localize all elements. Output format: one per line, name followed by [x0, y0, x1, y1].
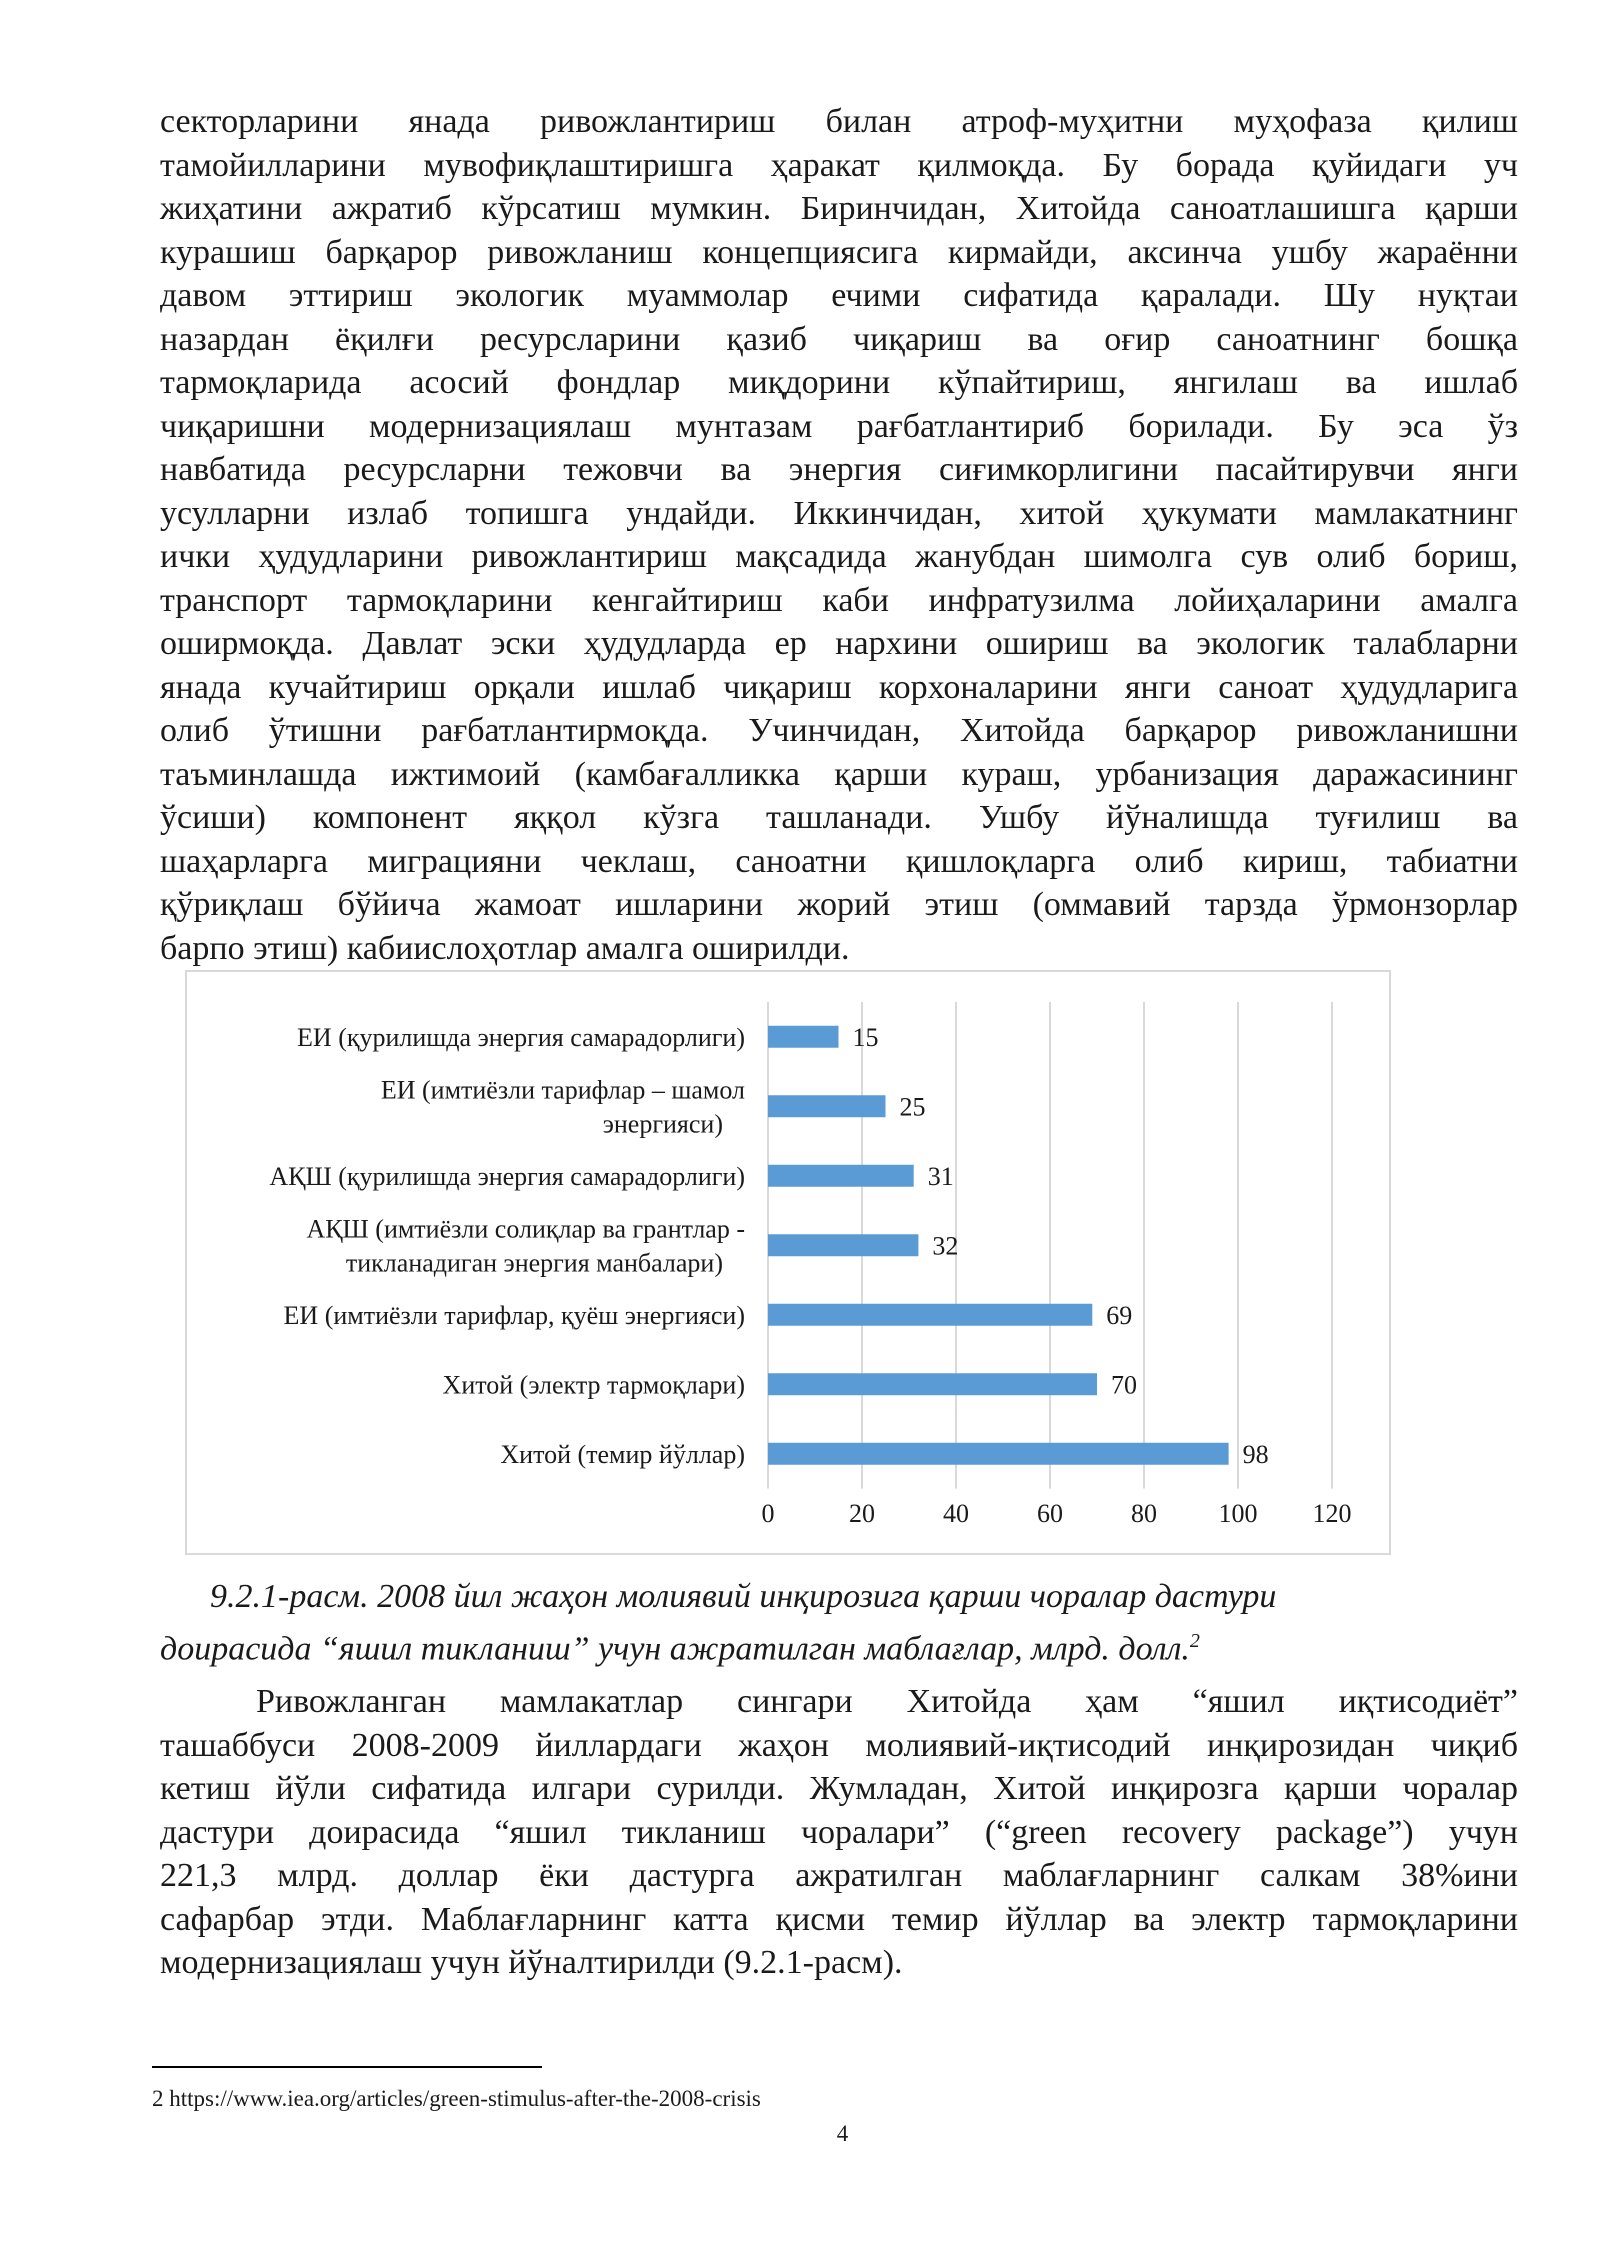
- caption-line-2: доирасида “яшил тикланиш” учун ажратилган маблағлар, млрд. долл.: [160, 1630, 1190, 1668]
- bar-value-label: 70: [1111, 1370, 1137, 1400]
- text-line: транспорт тармоқларини кенгайтириш каби инфратузилма лойиҳаларини амалга: [160, 581, 1518, 619]
- bar-value-label: 98: [1242, 1439, 1269, 1469]
- category-label: АҚШ (қурилишда энергия самарадорлиги): [269, 1161, 745, 1191]
- caption-line-1: 9.2.1-расм. 2008 йил жаҳон молиявий инқирозига қарши чоралар дастури: [210, 1578, 1277, 1615]
- category-label: Хитой (электр тармоқлари): [442, 1370, 745, 1400]
- category-label: ЕИ (имтиёзли тарифлар, қуёш энергияси): [283, 1300, 745, 1330]
- text-line: барпо этиш) кабиислоҳотлар амалга оширилди.: [160, 929, 850, 967]
- text-line: ички ҳудудларини ривожлантириш мақсадида жанубдан шимолга сув олиб бориш,: [160, 538, 1518, 575]
- text-line: усулларни излаб топишга ундайди. Иккинчидан, хитой ҳукумати мамлакатнинг: [160, 494, 1518, 532]
- category-label: тикланадиган энергия манбалари): [345, 1248, 723, 1278]
- bar: [768, 1443, 1229, 1465]
- text-line: тармоқларида асосий фондлар миқдорини кўпайтириш, янгилаш ва ишлаб: [160, 364, 1518, 401]
- text-line: тамойилларини мувофиқлаштиришга ҳаракат қилмоқда. Бу борада қуйидаги уч: [160, 146, 1518, 184]
- category-label: ЕИ (қурилишда энергия самарадорлиги): [297, 1022, 745, 1052]
- body-paragraph-1: [160, 100, 1518, 970]
- category-label: АҚШ (имтиёзли солиқлар ва грантлар -: [306, 1214, 745, 1244]
- x-tick-label: 40: [943, 1499, 969, 1528]
- bar-chart: [185, 970, 1391, 1555]
- caption-footnote-ref: 2: [1189, 1630, 1200, 1652]
- text-line: назардан ёқилғи ресурсларини қазиб чиқариш ва оғир саноатнинг бошқа: [160, 320, 1518, 358]
- bar-value-label: 25: [899, 1092, 926, 1122]
- text-line: шаҳарларга миграцияни чеклаш, саноатни қишлоқларга олиб кириш, табиатни: [160, 842, 1518, 880]
- text-line: курашиш барқарор ривожланиш концепциясига кирмайди, аксинча ушбу жараённи: [160, 233, 1518, 271]
- text-line: кетиш йўли сифатида илгари сурилди. Жумладан, Хитой инқирозга қарши чоралар: [160, 1770, 1518, 1807]
- page-number: 4: [836, 2121, 849, 2146]
- x-tick-label: 120: [1312, 1499, 1352, 1528]
- text-line: чиқаришни модернизациялаш мунтазам рағбатлантириб борилади. Бу эса ўз: [160, 407, 1518, 445]
- text-line: қўриқлаш бўйича жамоат ишларини жорий этиш (оммавий тарзда ўрмонзорлар: [160, 886, 1518, 923]
- text-line: ташаббуси 2008-2009 йиллардаги жаҳон молиявий-иқтисодий инқирозидан чиқиб: [160, 1726, 1518, 1764]
- x-tick-label: 20: [849, 1499, 875, 1528]
- bar-chart-svg: [187, 972, 1393, 1557]
- bar-value-label: 32: [932, 1231, 959, 1261]
- text-line: Ривожланган мамлакатлар сингари Хитойда ҳам “яшил иқтисодиёт”: [256, 1683, 1518, 1720]
- category-label: ЕИ (имтиёзли тарифлар – шамол: [380, 1075, 745, 1105]
- text-line: олиб ўтишни рағбатлантирмоқда. Учинчидан, Хитойда барқарор ривожланишни: [160, 712, 1518, 749]
- x-tick-label: 100: [1218, 1499, 1258, 1528]
- bar-value-label: 31: [927, 1161, 954, 1191]
- bar: [768, 1165, 914, 1187]
- text-line: давом эттириш экологик муаммолар ечими сифатида қаралади. Шу нуқтаи: [160, 277, 1518, 314]
- text-line: дастури доирасида “яшил тикланиш чоралари” (“green recovery package”) учун: [160, 1813, 1518, 1851]
- text-line: оширмоқда. Давлат эски ҳудудларда ер нархини ошириш ва экологик талабларни: [160, 625, 1518, 662]
- bar-value-label: 15: [852, 1022, 879, 1052]
- category-label: энергияси): [602, 1109, 723, 1139]
- x-tick-label: 0: [761, 1499, 775, 1528]
- footnote: 2 https://www.iea.org/articles/green-stimulus-after-the-2008-crisis: [152, 2086, 761, 2111]
- bar: [768, 1373, 1097, 1395]
- text-line: секторларини янада ривожлантириш билан атроф-муҳитни муҳофаза қилиш: [160, 103, 1518, 140]
- figure-caption: [160, 1575, 1518, 1671]
- body-paragraph-2: [160, 1680, 1518, 1985]
- x-tick-label: 60: [1037, 1499, 1063, 1528]
- text-line: модернизациялаш учун йўналтирилди (9.2.1-расм).: [160, 1944, 903, 1981]
- bar-value-label: 69: [1106, 1300, 1133, 1330]
- bar: [768, 1095, 886, 1117]
- text-line: янада кучайтириш орқали ишлаб чиқариш корхоналарини янги саноат ҳудудларига: [160, 668, 1518, 706]
- text-line: таъминлашда ижтимоий (камбағалликка қарши кураш, урбанизация даражасининг: [160, 755, 1518, 793]
- text-line: ўсиши) компонент яққол кўзга ташланади. Ушбу йўналишда туғилиш ва: [160, 799, 1518, 836]
- x-tick-label: 80: [1131, 1499, 1157, 1528]
- bar: [768, 1026, 839, 1048]
- bar: [768, 1304, 1092, 1326]
- text-line: сафарбар этди. Маблағларнинг катта қисми темир йўллар ва электр тармоқларини: [160, 1900, 1518, 1938]
- text-line: 221,3 млрд. доллар ёки дастурга ажратилган маблағларнинг салкам 38%ини: [160, 1857, 1518, 1894]
- footnote-separator: [152, 2066, 542, 2068]
- text-line: навбатида ресурсларни тежовчи ва энергия сиғимкорлигини пасайтирувчи янги: [160, 451, 1518, 488]
- bar: [768, 1234, 918, 1256]
- text-line: жиҳатини ажратиб кўрсатиш мумкин. Биринчидан, Хитойда саноатлашишга қарши: [160, 190, 1518, 227]
- category-label: Хитой (темир йўллар): [500, 1439, 745, 1469]
